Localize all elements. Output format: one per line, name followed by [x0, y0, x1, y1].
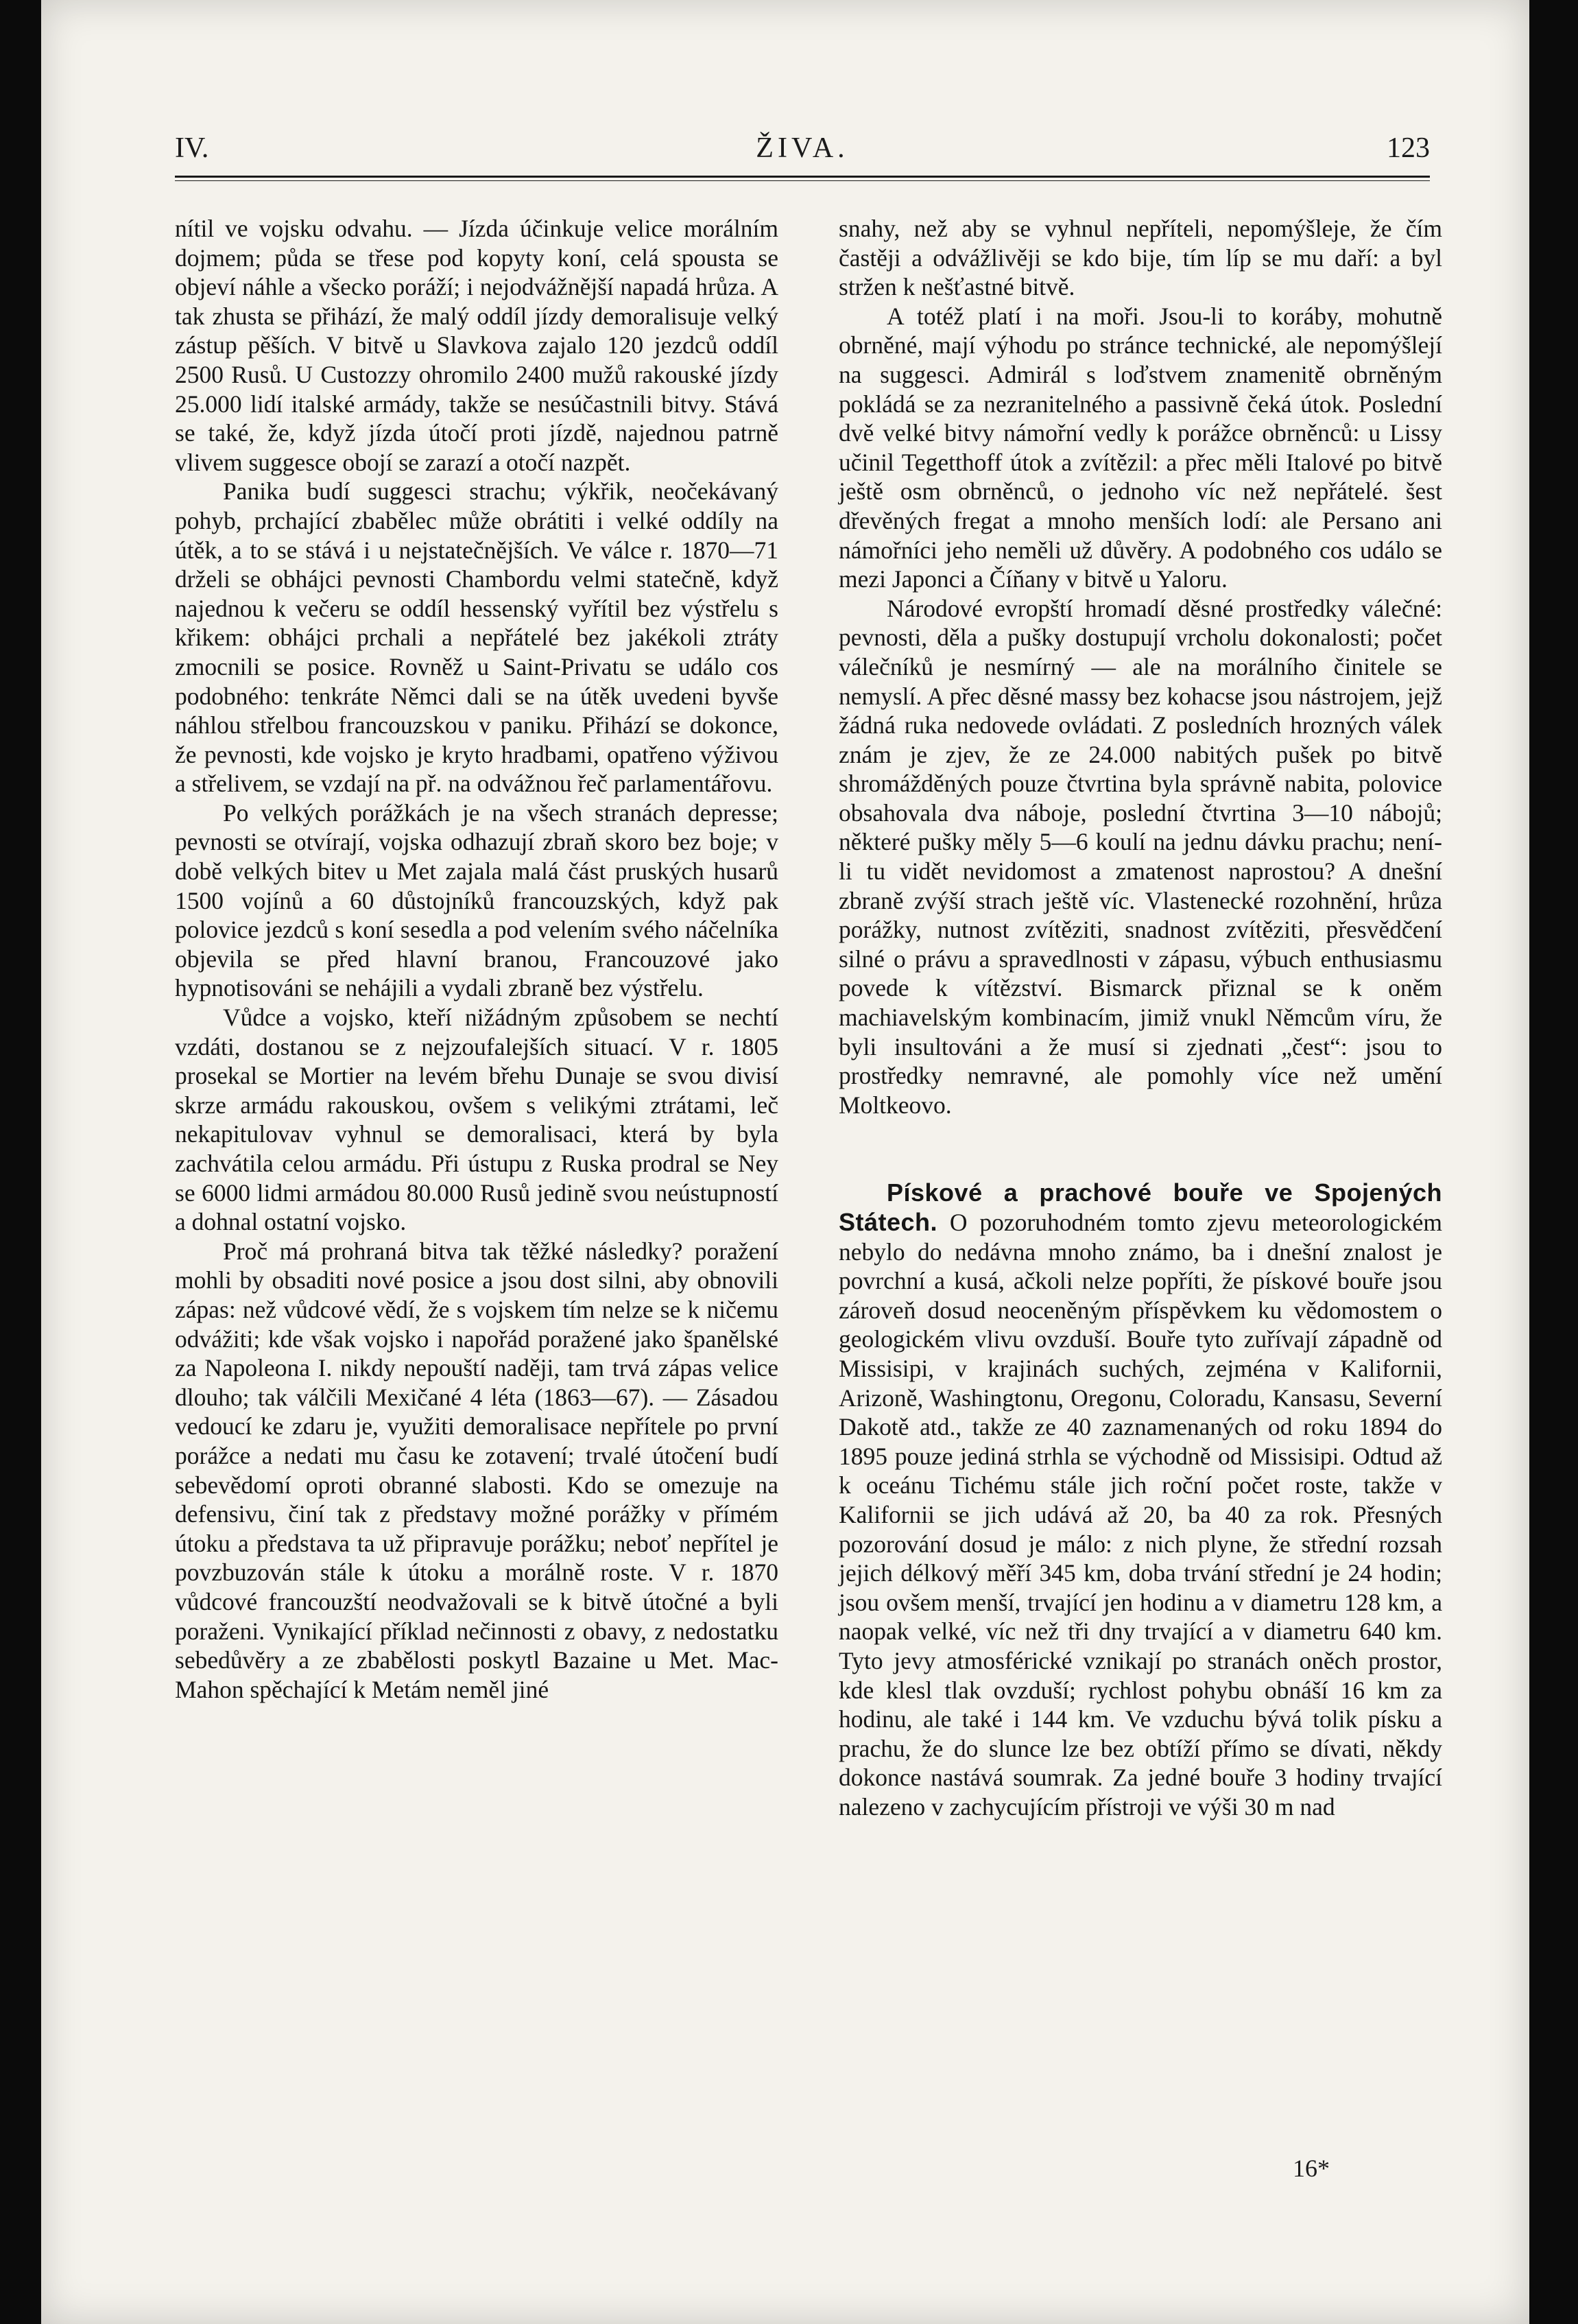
paragraph: snahy, než aby se vyhnul nepříteli, nepomýšleje, že čím častěji a odvážlivěji se kdo bije, tím líp se mu daří: a byl stržen k nešťastné bitvě.	[839, 215, 1442, 301]
section-spacer	[839, 1119, 1442, 1178]
signature-mark: 16*	[1293, 2155, 1330, 2182]
page-number: 123	[1387, 132, 1430, 164]
paragraph: Vůdce a vojsko, kteří nižádným způsobem se nechtí vzdáti, dostanou se z nejzoufalejších situací. V r. 1805 prosekal se Mortier na levém břehu Dunaje se svou divisí skrze armádu rakouskou, ovšem s velikými ztrátami, leč nekapitulovav vyhnul se demoralisaci, která by byla zachvátila celou armádu. Při ústupu z Ruska prodral se Ney se 6000 lidmi armádou 80.000 Rusů jedině svou neústupností a dohnal ostatní vojsko.	[175, 1004, 778, 1236]
paragraph: A totéž platí i na moři. Jsou-li to koráby, mohutně obrněné, mají výhodu po stránce technické, ale nepomýšlejí na suggesci. Admirál s loďstvem znamenitě obrněným pokládá se za nezranitelného a passivně čeká útok. Poslední dvě velké bitvy námořní vedly k porážce obrněnců: u Lissy učinil Tegetthoff útok a zvítězil: a přec měli Italové po bitvě ještě osm obrněnců, o jednoho víc než nepřátelé. šest dřevěných fregat a mnoho menších lodí: ale Persano ani námořníci jeho neměli už důvěry. A podobného cos událo se mezi Japonci a Číňany v bitvě u Yaloru.	[839, 302, 1442, 593]
paragraph: Po velkých porážkách je na všech stranách depresse; pevnosti se otvírají, vojska odhazují zbraň skoro bez boje; v době velkých bitev u Met zajala malá část pruských husarů 1500 vojínů a 60 důstojníků francouzských, když pak polovice jezdců s koní sesedla a pod velením svého náčelníka objevila se před hlavní branou, Francouzové jako hypnotisováni se nehájili a vydali zbraně bez výstřelu.	[175, 798, 778, 1002]
section-heading: Pískové a prachové bouře ve Spojených Státech.	[839, 1178, 1442, 1236]
paragraph: nítil ve vojsku odvahu. — Jízda účinkuje velice morálním dojmem; půda se třese pod kopyty koní, celá spousta se objeví náhle a všecko poráží; i nejodvážnější napadá hrůza. A tak zhusta se přihází, že malý oddíl jízdy demoralisuje velký zástup pěších. V bitvě u Slavkova zajalo 120 jezdců oddíl 2500 Rusů. U Custozzy ohromilo 2400 mužů rakouské jízdy 25.000 lidí italské armády, takže se nesúčastnili bitvy. Stává se také, že, když jízda útočí proti jízdě, najednou patrně vlivem suggesce obojí se zarazí a otočí nazpět.	[175, 215, 778, 476]
section-paragraph	[839, 1178, 1442, 1821]
right-column	[839, 214, 1442, 1821]
section-text: O pozoruhodném tomto zjevu meteorologickém nebylo do nedávna mnoho známo, ba i dnešní znalost je povrchní a kusá, ačkoli nelze popříti, že pískové bouře jsou zároveň dosud neoceněným příspěvkem ku vědomostem o geologickém vlivu ovzduší. Bouře tyto zuřívají západně od Missisipi, v krajinách suchých, zejména v Kalifornii, Arizoně, Washingtonu, Oregonu, Coloradu, Kansasu, Severní Dakotě atd., takže ze 40 zaznamenaných od roku 1894 do 1895 pouze jediná strhla se východně od Missisipi. Odtud až k oceánu Tichému stále jich roční počet roste, takže v Kalifornii se jich udává až 20, ba 40 za rok. Přesných pozorování dosud je málo: z nich plyne, že střední rozsah jejich délkový měří 345 km, doba trvání střední je 24 hodin; jsou ovšem menší, trvající jen hodinu a v diametru 128 km, a naopak velké, víc než tři dny trvající a v diametru 640 km. Tyto jevy atmosférické vznikají po stranách oněch prostor, kde klesl tlak ovzduší; rychlost pohybu obnáší 16 km za hodinu, ale také i 144 km. Ve vzduchu bývá tolik písku a prachu, že do slunce lze bez obtíží přímo se dívati, někdy dokonce nastává soumrak. Za jedné bouře 3 hodiny trvající nalezeno v zachycujícím přístroji ve výši 30 m nad	[839, 1209, 1442, 1821]
page	[41, 0, 1529, 2324]
paragraph: Panika budí suggesci strachu; výkřik, neočekávaný pohyb, prchající zbabělec může obrátiti i velké oddíly na útěk, a to se stává i u nejstatečnějších. Ve válce r. 1870—71 drželi se obhájci pevnosti Chambordu velmi statečně, když najednou k večeru se oddíl hessenský vyřítil bez výstřelu s křikem: obhájci prchali a nepřátelé bez jakékoli ztráty zmocnili se posice. Rovněž u Saint-Privatu se událo cos podobného: tenkráte Němci dali se na útěk uvedeni byvše náhlou střelbou francouzskou v paniku. Přihází se dokonce, že pevnosti, kde vojsko je kryto hradbami, opatřeno výživou a střelivem, se vzdají na př. na odvážnou řeč parlamentářovu.	[175, 477, 778, 798]
running-header	[175, 132, 1430, 173]
header-rule-thin	[175, 180, 1430, 181]
journal-title: ŽIVA.	[756, 132, 849, 164]
left-column	[175, 214, 778, 1704]
header-rule	[175, 176, 1430, 178]
volume-number: IV.	[175, 132, 209, 164]
paragraph: Proč má prohraná bitva tak těžké následky? poražení mohli by obsaditi nové posice a jsou dost silni, aby obnovili zápas: než vůdcové vědí, že s vojskem tím nelze se k ničemu odvážiti; kde však vojsko i napořád poražené jako španělské za Napoleona I. nikdy nepouští naději, tam trvá zápas velice dlouho; tak válčili Mexičané 4 léta (1863—67). — Zásadou vedoucí ke zdaru je, využiti demoralisace nepřítele po první porážce a nedati mu času ke zotavení; trvalé útočení budí sebevědomí oproti obranné slabosti. Kdo se omezuje na defensivu, činí tak z představy možné porážky v přímém útoku a představa ta už připravuje porážku; neboť nepřítel je povzbuzován stále k útoku a morálně roste. V r. 1870 vůdcové francouzští neodvažovali se k bitvě útočné a byli poraženi. Vynikající příklad nečinnosti z obavy, z nedostatku sebedůvěry a ze zbabělosti poskytl Bazaine u Met. Mac-Mahon spěchající k Metám neměl jiné	[175, 1237, 778, 1703]
paragraph: Národové evropští hromadí děsné prostředky válečné: pevnosti, děla a pušky dostupují vrcholu dokonalosti; počet válečníků je nesmírný — ale na morálního činitele se nemyslí. A přec děsné massy bez kohacse jsou nástrojem, jejž žádná ruka nedovede ovládati. Z posledních hrozných válek znám je zjev, že ze 24.000 nabitých pušek po bitvě shromážděných pouze čtvrtina byla správně nabita, polovice obsahovala dva náboje, poslední čtvrtina 3—10 nábojů; některé pušky měly 5—6 koulí na jednu dávku prachu; není-li tu vidět nevidomost a zmatenost naprostou? A dnešní zbraně zvýší strach ještě víc. Vlastenecké rozohnění, hrůza porážky, nutnost zvítěziti, snadnost zvítěziti, přesvědčení silné o právu a spravedlnosti v zápasu, výbuch enthusiasmu povede k vítězství. Bismarck přiznal se k oněm machiavelským kombinacím, jimiž vnukl Němcům víru, že byli insultováni a že musí si zjednati „čest“: jsou to prostředky nemravné, ale pomohly více než umění Moltkeovo.	[839, 594, 1442, 1119]
